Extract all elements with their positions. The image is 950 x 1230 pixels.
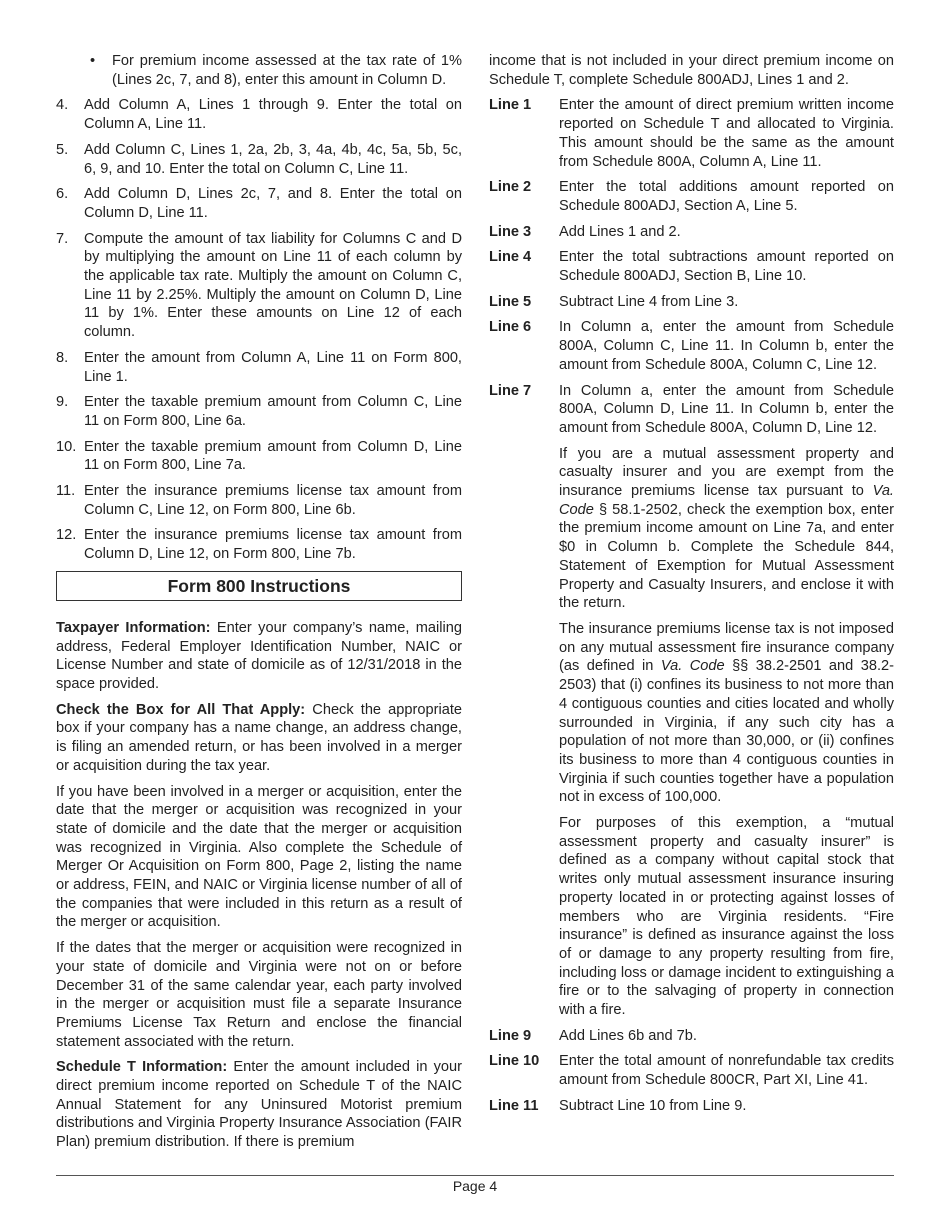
list-item xyxy=(56,526,462,563)
list-number: 10. xyxy=(56,438,77,455)
list-item xyxy=(56,393,462,430)
line-text: Enter the total additions amount reported on Schedule 800ADJ, Section A, Line 5. xyxy=(559,179,894,214)
page-number: Page 4 xyxy=(452,1178,498,1194)
list-number: 8. xyxy=(56,349,69,366)
line-item xyxy=(489,1027,894,1046)
schedule-t-paragraph xyxy=(56,1058,462,1152)
va-code-citation: Va. Code xyxy=(559,483,894,518)
exemption-text: The insurance premiums license tax is not imposed on any mutual assessment fire insurance company (as defined in xyxy=(559,620,894,675)
list-number: 7. xyxy=(56,230,69,247)
line-item xyxy=(489,382,894,438)
list-text: Add Column D, Lines 2c, 7, and 8. Enter the total on Column D, Line 11. xyxy=(84,186,462,221)
list-item xyxy=(56,185,462,222)
line-label: Line 1 xyxy=(489,97,532,114)
line-label: Line 7 xyxy=(489,382,532,399)
list-item xyxy=(56,349,462,386)
line-text: Enter the total amount of nonrefundable tax credits amount from Schedule 800CR, Part XI, Line 41. xyxy=(559,1053,894,1089)
list-item xyxy=(56,230,462,342)
line-text: Add Lines 6b and 7b. xyxy=(559,1027,697,1044)
line-item xyxy=(489,178,894,215)
list-item xyxy=(56,141,462,178)
taxpayer-info-label: Taxpayer Information: xyxy=(56,619,211,636)
taxpayer-info-paragraph xyxy=(56,619,462,694)
footer-divider xyxy=(56,1175,894,1176)
right-column xyxy=(489,52,894,1123)
line-item xyxy=(489,318,894,374)
schedule-t-label: Schedule T Information: xyxy=(56,1059,228,1076)
list-number: 9. xyxy=(56,394,69,411)
line-label: Line 6 xyxy=(489,319,532,336)
merger-paragraph: If you have been involved in a merger or acquisition, enter the date that the merger or acquisition was recognized in your state of domicile and the date that the merger or acquisition was recognized in Virginia. Also complete the Schedule of Merger Or Acquisition on Form 800, Page 2, listing the name or address, FEIN, and NAIC or Virginia license number of all of the companies that were included in this return as a result of the merger or acquisition. xyxy=(56,783,462,931)
exemption-paragraph-3: For purposes of this exemption, a “mutual assessment property and casualty insurer” is defined as a company without capital stock that writes only mutual assessment insurance insuring property located in or protecting against losses of members who are Virginia residents. “Fire insurance” is defined as insurance against the loss of or damage to any property resulting from fire, including loss or damage incident to extinguishing a fire or to the salvaging of property in connection with a fire. xyxy=(559,815,894,1019)
list-text: Add Column A, Lines 1 through 9. Enter the total on Column A, Line 11. xyxy=(84,97,462,133)
line-label: Line 3 xyxy=(489,223,532,240)
list-number: 5. xyxy=(56,141,69,158)
list-text: Add Column C, Lines 1, 2a, 2b, 3, 4a, 4b, 4c, 5a, 5b, 5c, 6, 9, and 10. Enter the total on Column C, Line 11. xyxy=(84,141,462,177)
bullet-text: For premium income assessed at the tax rate of 1% (Lines 2c, 7, and 8), enter this amount in Column D. xyxy=(112,53,462,88)
list-text: Enter the insurance premiums license tax amount from Column C, Line 12, on Form 800, Line 6b. xyxy=(84,483,462,518)
line-item xyxy=(489,1052,894,1089)
list-text: Enter the taxable premium amount from Column C, Line 11 on Form 800, Line 6a. xyxy=(84,394,462,429)
list-text: Enter the amount from Column A, Line 11 on Form 800, Line 1. xyxy=(84,349,462,385)
line-item xyxy=(489,96,894,171)
line-label: Line 5 xyxy=(489,293,532,310)
exemption-text: §§ 38.2-2501 and 38.2-2503) that (i) confines its business to not more than 4 contiguous counties and cities located and wholly surrounded in Virginia, if any such city has a population of not more than 30,000, or (ii) confines its business to more than 4 contiguous counties in Virginia if such counties together have a population not in excess of 100,000. xyxy=(559,658,895,806)
check-box-text: Check the appropriate box if your company has a name change, an address change, is filing an amended return, or has been involved in a merger or acquisition during the tax year. xyxy=(56,701,462,774)
section-title: Form 800 Instructions xyxy=(56,571,462,601)
line-label: Line 2 xyxy=(489,179,532,196)
continuation-paragraph: income that is not included in your direct premium income on Schedule T, complete Schedule 800ADJ, Lines 1 and 2. xyxy=(489,53,894,88)
line-text: Enter the total subtractions amount reported on Schedule 800ADJ, Section B, Line 10. xyxy=(559,249,894,285)
exemption-text: § 58.1-2502, check the exemption box, enter the premium income amount on Line 7a, and enter $0 in Column b. Complete the Schedule 844, Statement of Exemption for Mutual Assessment Property and Casualty Insurers, and enclose it with the return. xyxy=(559,501,894,612)
bullet-dot: • xyxy=(90,53,96,69)
line-item xyxy=(489,293,894,312)
list-number: 6. xyxy=(56,186,69,203)
line-text: Subtract Line 4 from Line 3. xyxy=(559,293,739,310)
line-text: Add Lines 1 and 2. xyxy=(559,223,681,240)
line-label: Line 9 xyxy=(489,1027,532,1044)
schedule-t-text: Enter the amount included in your direct premium income reported on Schedule T of the NAIC Annual Statement for any Uninsured Motorist premium distributions and Virginia Property Insurance Association (FAIR Plan) premium distribution. If there is premium xyxy=(56,1059,462,1151)
line-text: Enter the amount of direct premium written income reported on Schedule T and allocated to Virginia. This amount should be the same as the amount from Schedule 800A, Column A, Line 11. xyxy=(559,97,894,170)
list-text: Compute the amount of tax liability for Columns C and D by multiplying the amount on Line 11 of each column by the applicable tax rate. Multiply the amount on Column C, Line 11 by 2.25%. Multiply the amount on Column D, Line 11 by 1%. Enter these amounts on Line 12 of each column. xyxy=(84,230,462,341)
line-text: In Column a, enter the amount from Schedule 800A, Column C, Line 11. In Column b, enter the amount from Schedule 800A, Column C, Line 12. xyxy=(559,319,894,373)
line-item xyxy=(489,223,894,242)
taxpayer-info-text: Enter your company’s name, mailing address, Federal Employer Identification Number, NAIC or License Number and state of domicile as of 12/31/2018 in the space provided. xyxy=(56,619,462,692)
list-number: 12. xyxy=(56,527,77,544)
list-text: Enter the taxable premium amount from Column D, Line 11 on Form 800, Line 7a. xyxy=(84,438,462,474)
list-item xyxy=(56,96,462,133)
exemption-paragraph-2 xyxy=(489,620,894,807)
line-label: Line 11 xyxy=(489,1097,539,1114)
left-column xyxy=(56,52,462,1159)
bullet-item xyxy=(56,52,462,89)
line-item xyxy=(489,248,894,285)
check-box-paragraph xyxy=(56,701,462,776)
line-item xyxy=(489,1097,894,1116)
exemption-text: If you are a mutual assessment property and casualty insurer and you are exempt from the insurance premiums license tax pursuant to xyxy=(559,445,894,500)
line-label: Line 10 xyxy=(489,1053,540,1070)
list-number: 11. xyxy=(56,483,76,500)
list-number: 4. xyxy=(56,97,69,114)
va-code-citation: Va. Code xyxy=(660,658,725,675)
list-text: Enter the insurance premiums license tax amount from Column D, Line 12, on Form 800, Line 7b. xyxy=(84,527,462,563)
dates-paragraph: If the dates that the merger or acquisition were recognized in your state of domicile and Virginia were not on or before December 31 of the same calendar year, each party involved in the merger or acquisition must file a separate Insurance Premiums License Tax Return and enclose the financial statement associated with the return. xyxy=(56,940,462,1050)
line-text: Subtract Line 10 from Line 9. xyxy=(559,1097,747,1114)
line-text: In Column a, enter the amount from Schedule 800A, Column D, Line 11. In Column b, enter the amount from Schedule 800A, Column D, Line 12. xyxy=(559,382,894,436)
line-label: Line 4 xyxy=(489,249,532,266)
list-item xyxy=(56,482,462,519)
exemption-paragraph-1 xyxy=(489,445,894,613)
check-box-label: Check the Box for All That Apply: xyxy=(56,701,306,718)
list-item xyxy=(56,438,462,475)
